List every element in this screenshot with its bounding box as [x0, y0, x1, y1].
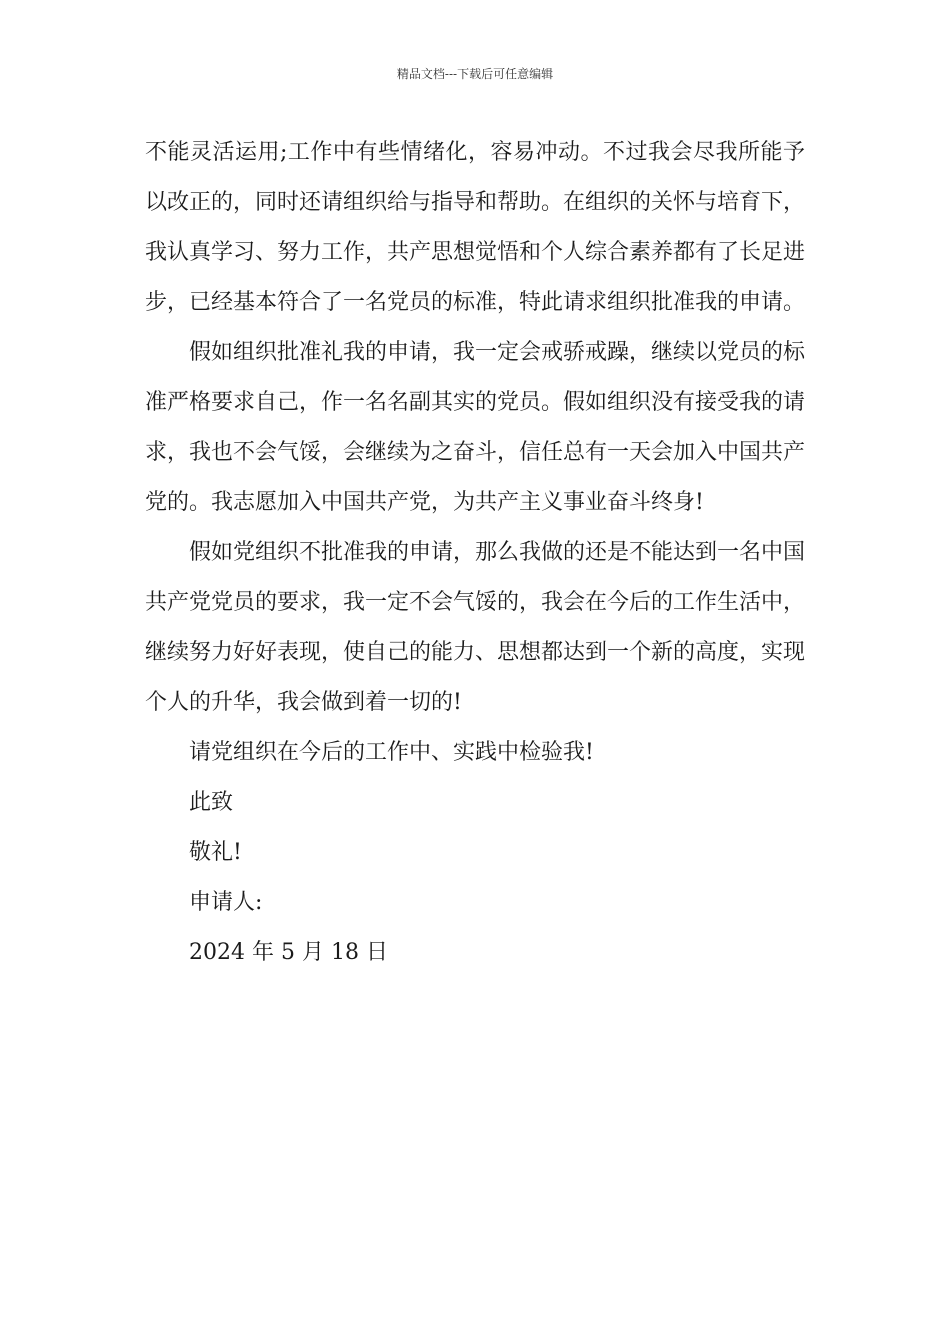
paragraph-2: 假如组织批准礼我的申请，我一定会戒骄戒躁，继续以党员的标准严格要求自己，作一名名副其实的党员。假如组织没有接受我的请求，我也不会气馁，会继续为之奋斗，信任总有一天会加入中国共产党的。我志愿加入中国共产党，为共产主义事业奋斗终身!: [145, 340, 806, 515]
document-body: [145, 128, 805, 978]
paragraph-3: 假如党组织不批准我的申请，那么我做的还是不能达到一名中国共产党党员的要求，我一定不会气馁的，我会在今后的工作生活中，继续努力好好表现，使自己的能力、思想都达到一个新的高度，实现个人的升华，我会做到着一切的!: [145, 540, 806, 715]
closing-salutation: 此致: [189, 790, 234, 815]
closing-regards: 敬礼!: [189, 840, 242, 865]
page-header: 精品文档---下载后可任意编辑: [396, 67, 554, 81]
applicant-label: 申请人:: [189, 890, 263, 915]
closing-request: 请党组织在今后的工作中、实践中检验我!: [189, 740, 594, 765]
signature-date: 2024 年 5 月 18 日: [189, 940, 388, 965]
paragraph-1: 不能灵活运用;工作中有些情绪化，容易冲动。不过我会尽我所能予以改正的，同时还请组织给与指导和帮助。在组织的关怀与培育下，我认真学习、努力工作，共产思想觉悟和个人综合素养都有了长足进步，已经基本符合了一名党员的标准，特此请求组织批准我的申请。: [145, 140, 806, 315]
